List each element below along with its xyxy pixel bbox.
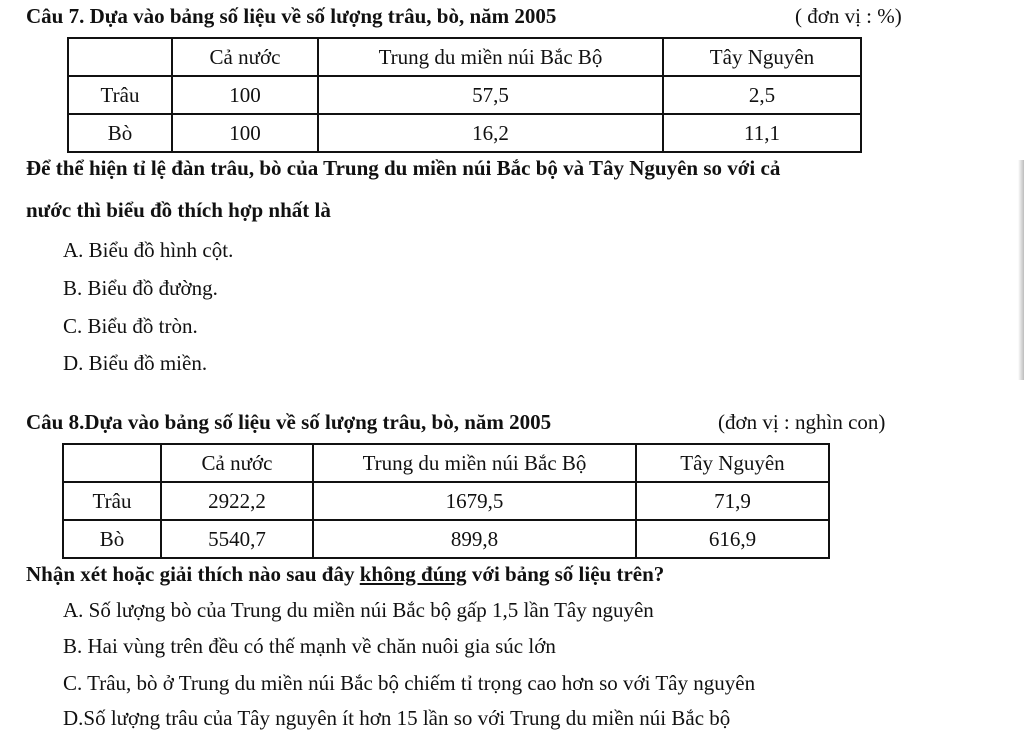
q8-option-b[interactable]: B. Hai vùng trên đều có thế mạnh về chăn nuôi gia súc lớn (63, 634, 556, 658)
q8-stem-underlined: không đúng (359, 562, 467, 586)
table-cell: 16,2 (318, 114, 663, 152)
table-row (63, 482, 829, 520)
q7-unit: ( đơn vị : %) (795, 4, 902, 28)
q7-stem-line1: Để thể hiện tỉ lệ đàn trâu, bò của Trung du miền núi Bắc bộ và Tây Nguyên so với cả (26, 156, 781, 180)
q8-option-c[interactable]: C. Trâu, bò ở Trung du miền núi Bắc bộ chiếm tỉ trọng cao hơn so với Tây nguyên (63, 671, 756, 695)
table-row (63, 520, 829, 558)
table-cell: 5540,7 (161, 520, 313, 558)
table-cell: Bò (63, 520, 161, 558)
q8-unit: (đơn vị : nghìn con) (718, 410, 886, 434)
table-cell: 616,9 (636, 520, 829, 558)
q7-stem-line2: nước thì biểu đồ thích hợp nhất là (26, 198, 331, 222)
q7-option-c[interactable]: C. Biểu đồ tròn. (63, 314, 198, 338)
q8-table (62, 443, 830, 559)
q7-title: Câu 7. Dựa vào bảng số liệu về số lượng trâu, bò, năm 2005 (26, 4, 557, 28)
table-cell: 100 (172, 76, 318, 114)
q8-stem-post: với bảng số liệu trên? (466, 562, 665, 586)
table-row (68, 76, 861, 114)
table-header-cell: Tây Nguyên (663, 38, 861, 76)
q7-table (67, 37, 862, 153)
q8-option-a[interactable]: A. Số lượng bò của Trung du miền núi Bắc bộ gấp 1,5 lần Tây nguyên (63, 598, 654, 622)
table-header-cell: Trung du miền núi Bắc Bộ (318, 38, 663, 76)
q7-title-line (26, 4, 556, 29)
table-cell: 11,1 (663, 114, 861, 152)
table-cell: 2922,2 (161, 482, 313, 520)
table-row (63, 444, 829, 482)
q8-stem (26, 562, 664, 587)
table-header-cell (63, 444, 161, 482)
table-header-cell: Cả nước (172, 38, 318, 76)
table-cell: Trâu (68, 76, 172, 114)
q7-option-d[interactable]: D. Biểu đồ miền. (63, 351, 208, 375)
table-cell: 57,5 (318, 76, 663, 114)
page-edge-shadow (1018, 160, 1024, 380)
table-cell: 899,8 (313, 520, 636, 558)
table-cell: Trâu (63, 482, 161, 520)
table-row (68, 38, 861, 76)
table-cell: 1679,5 (313, 482, 636, 520)
table-cell: 2,5 (663, 76, 861, 114)
table-cell: 71,9 (636, 482, 829, 520)
table-header-cell (68, 38, 172, 76)
q8-title: Câu 8.Dựa vào bảng số liệu về số lượng trâu, bò, năm 2005 (26, 410, 552, 434)
table-row (68, 114, 861, 152)
table-cell: 100 (172, 114, 318, 152)
q8-stem-pre: Nhận xét hoặc giải thích nào sau đây (26, 562, 360, 586)
table-header-cell: Trung du miền núi Bắc Bộ (313, 444, 636, 482)
table-header-cell: Cả nước (161, 444, 313, 482)
q8-option-d[interactable]: D.Số lượng trâu của Tây nguyên ít hơn 15 lần so với Trung du miền núi Bắc bộ (63, 706, 731, 730)
table-cell: Bò (68, 114, 172, 152)
q7-option-a[interactable]: A. Biểu đồ hình cột. (63, 238, 234, 262)
q7-option-b[interactable]: B. Biểu đồ đường. (63, 276, 218, 300)
table-header-cell: Tây Nguyên (636, 444, 829, 482)
